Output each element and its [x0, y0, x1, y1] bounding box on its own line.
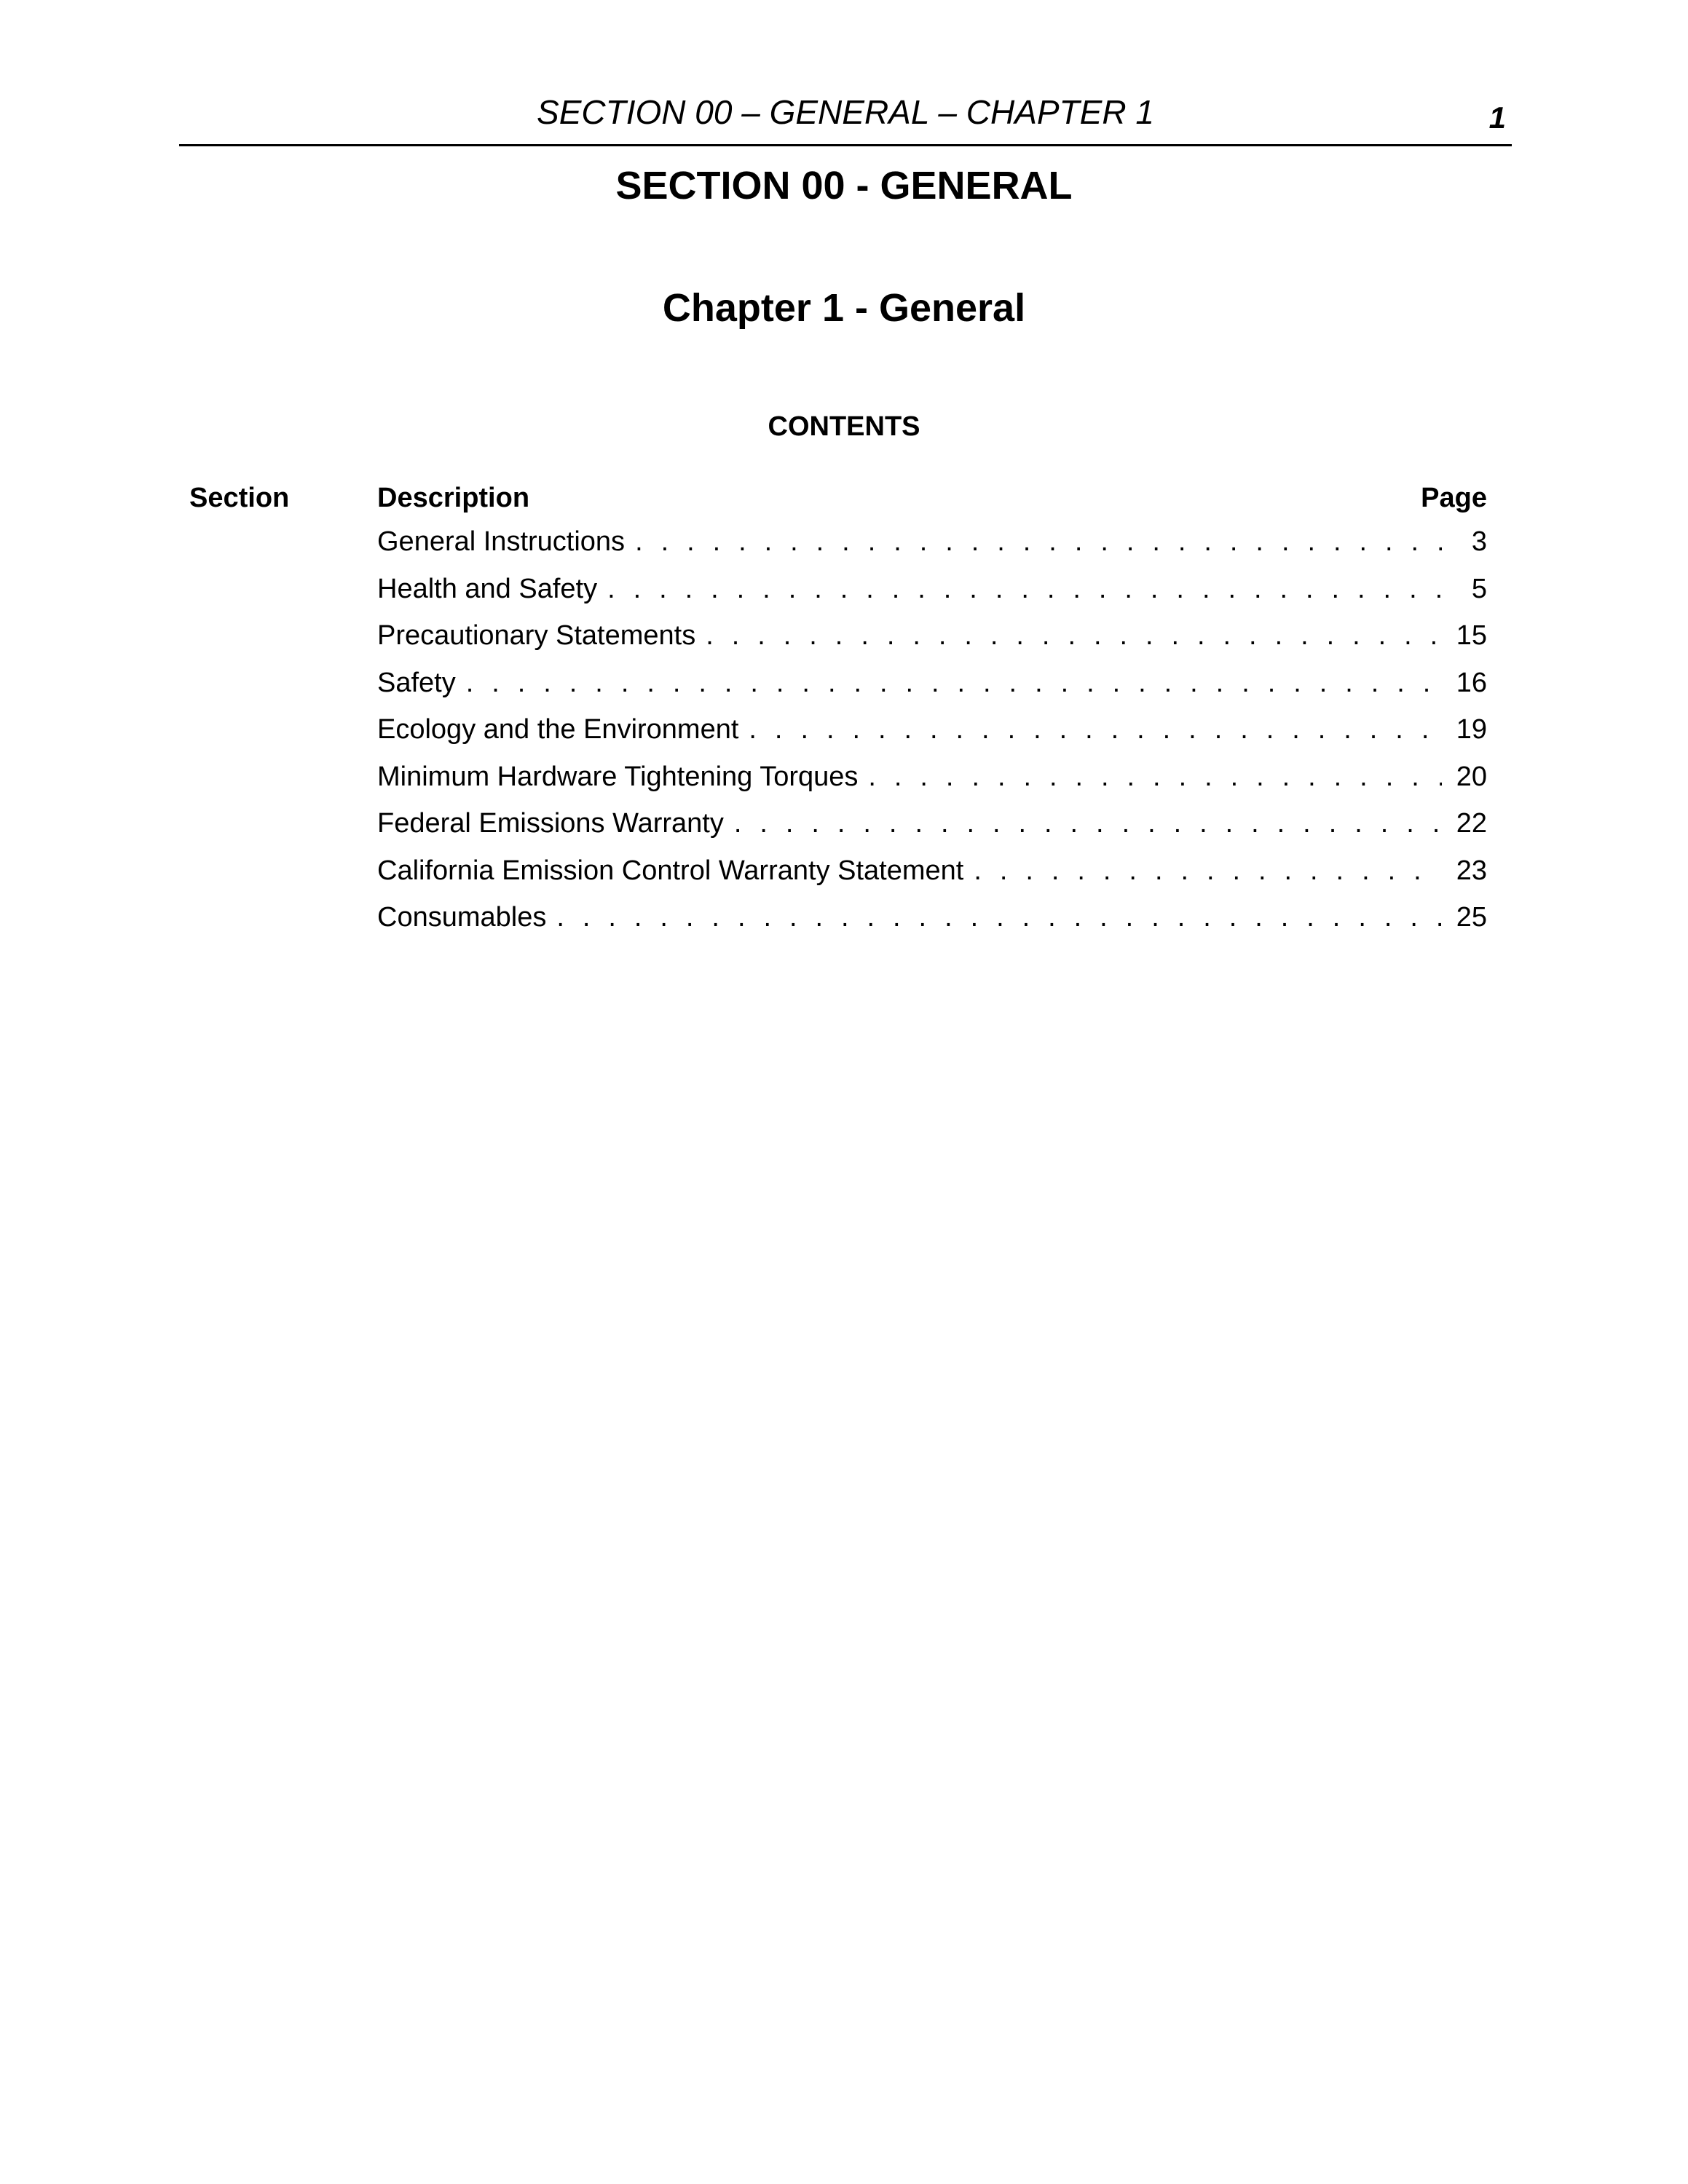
toc-entry[interactable]	[377, 853, 1487, 901]
dot-leader	[868, 759, 1442, 794]
dot-leader	[607, 571, 1442, 606]
toc-entry[interactable]	[377, 665, 1487, 713]
toc-entry-page: 16	[1456, 667, 1487, 698]
dot-leader	[556, 900, 1442, 935]
toc-entry-description: Ecology and the Environment	[377, 714, 739, 745]
column-header-description: Description	[377, 483, 530, 513]
toc-entry-page: 23	[1456, 855, 1487, 886]
toc-entry-description: General Instructions	[377, 526, 626, 557]
toc-entry-page: 20	[1456, 761, 1487, 792]
dot-leader	[734, 806, 1442, 841]
chapter-title: Chapter 1 - General	[662, 286, 1026, 330]
dot-leader	[706, 618, 1442, 653]
toc-entry-description: Precautionary Statements	[377, 620, 696, 651]
toc-entry-page: 3	[1471, 526, 1487, 557]
page-number: 1	[1488, 100, 1506, 135]
toc-entry-description: Safety	[377, 667, 456, 698]
toc-entry[interactable]	[377, 712, 1487, 759]
toc-entry[interactable]	[377, 524, 1487, 571]
toc-entry-description: Consumables	[377, 902, 547, 933]
toc-entry-description: California Emission Control Warranty Statement	[377, 855, 964, 886]
toc-entry[interactable]	[377, 900, 1487, 947]
table-of-contents	[377, 524, 1487, 947]
column-header-page: Page	[1421, 483, 1487, 513]
running-header-title: SECTION 00 – GENERAL – CHAPTER 1	[537, 93, 1154, 131]
toc-entry-page: 5	[1471, 573, 1487, 604]
toc-entry[interactable]	[377, 806, 1487, 853]
dot-leader	[466, 665, 1442, 700]
dot-leader	[974, 853, 1442, 888]
running-header	[179, 87, 1512, 146]
toc-entry-description: Federal Emissions Warranty	[377, 808, 724, 839]
toc-entry-page: 22	[1456, 808, 1487, 839]
contents-heading: CONTENTS	[768, 411, 920, 442]
toc-entry-page: 19	[1456, 714, 1487, 745]
column-header-section: Section	[189, 483, 290, 513]
section-title: SECTION 00 - GENERAL	[615, 164, 1073, 207]
toc-entry[interactable]	[377, 618, 1487, 665]
dot-leader	[635, 524, 1442, 559]
toc-entry[interactable]	[377, 571, 1487, 619]
toc-entry-page: 15	[1456, 620, 1487, 651]
toc-entry-page: 25	[1456, 902, 1487, 933]
dot-leader	[749, 712, 1442, 747]
toc-entry-description: Health and Safety	[377, 573, 598, 604]
toc-entry[interactable]	[377, 759, 1487, 807]
toc-entry-description: Minimum Hardware Tightening Torques	[377, 761, 859, 792]
